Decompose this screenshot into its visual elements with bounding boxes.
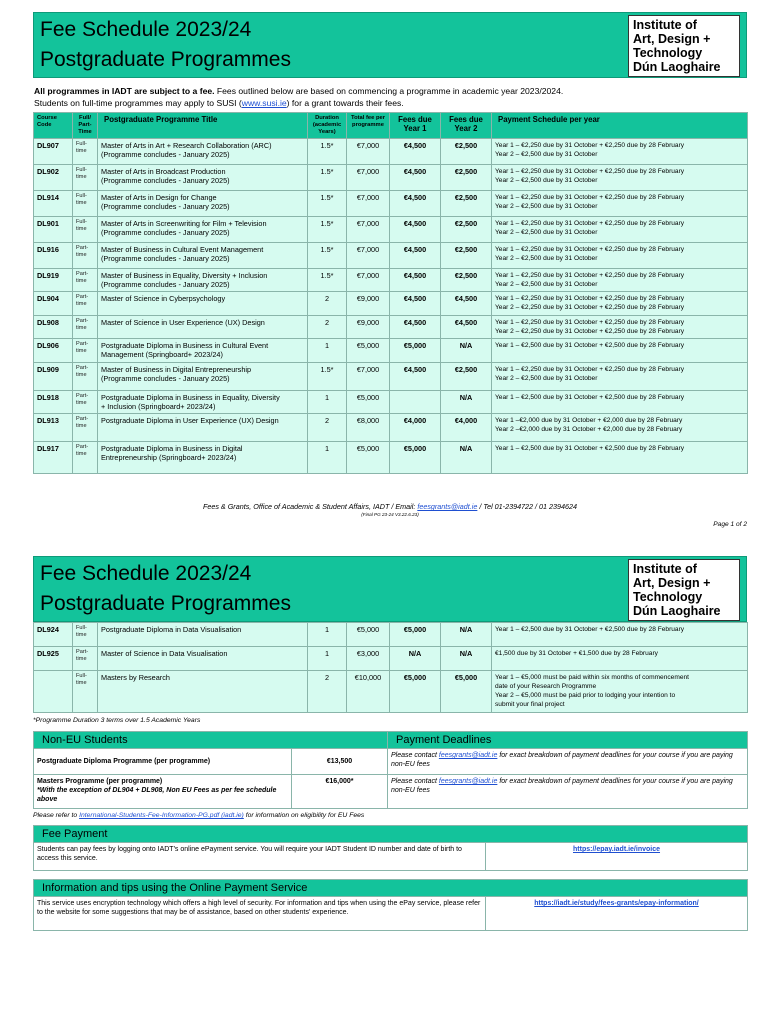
page-subtitle: Postgraduate Programmes (40, 48, 291, 71)
payment-schedule-cell (492, 191, 748, 217)
year1-fee: €4,500 (390, 165, 441, 191)
programme-title: Master of Science in Cyberpsychology (101, 294, 226, 303)
year2-fee: €2,500 (441, 139, 492, 165)
schedule-line: submit your final project (495, 701, 565, 708)
duration: 1.5* (308, 165, 347, 191)
course-code: DL914 (34, 191, 73, 217)
programme-title: Master of Science in User Experience (UX) Design (101, 318, 265, 327)
table-row (34, 391, 748, 414)
year1-fee: €4,500 (390, 363, 441, 391)
table-row (34, 165, 748, 191)
programme-title-cell (98, 269, 308, 292)
programme-title-cell (98, 217, 308, 243)
table-row (34, 243, 748, 269)
masters-cell (34, 775, 292, 809)
schedule-line: Year 2 – €2,500 due by 31 October (495, 375, 598, 382)
info-text: This service uses encryption technology which offers a high level of security. For information and tips when using the ePay service, please refer to the website for some suggestions that may be of assistance, based on other students' experience. (34, 897, 486, 931)
contact-text (388, 749, 748, 775)
footer-phone: / Tel 01-2394722 / 01 2394624 (477, 502, 578, 511)
table-row (34, 217, 748, 243)
total-fee: €3,000 (347, 647, 390, 671)
fee-payment-heading: Fee Payment (34, 826, 748, 843)
programme-title: Master of Science in Data Visualisation (101, 649, 228, 658)
year2-fee: €5,000 (441, 671, 492, 713)
total-fee: €5,000 (347, 391, 390, 414)
fee-payment-text: Students can pay fees by logging onto IADT's online ePayment service. You will require your IADT Student ID number and date of birth to access this service. (34, 843, 486, 871)
epay-info-cell (486, 897, 748, 931)
logo-line: Technology (633, 590, 703, 604)
schedule-line: date of your Research Programme (495, 683, 597, 690)
programme-title-cell (98, 191, 308, 217)
course-code: DL919 (34, 269, 73, 292)
duration: 2 (308, 671, 347, 713)
year1-fee: N/A (390, 647, 441, 671)
page-header (33, 12, 747, 78)
programme-title: Master of Arts in Art + Research Collaboration (ARC) (101, 141, 272, 150)
study-mode: Part-time (73, 243, 98, 269)
page-header (33, 556, 747, 622)
contact-pre: Please contact (391, 752, 439, 759)
masters-label: Masters Programme (per programme) (37, 778, 163, 785)
programme-title: Master of Business in Digital Entrepreneurship (101, 365, 252, 374)
study-mode: Full-time (73, 671, 98, 713)
contact-text (388, 775, 748, 809)
duration: 1 (308, 647, 347, 671)
intro-bold: All programmes in IADT are subject to a fee. (34, 86, 215, 96)
schedule-line: Year 2 – €2,500 due by 31 October (495, 229, 598, 236)
total-fee: €7,000 (347, 191, 390, 217)
year2-fee: €4,000 (441, 414, 492, 442)
programme-title: Master of Business in Cultural Event Management (101, 245, 264, 254)
programme-note: (Programme concludes - January 2025) (101, 228, 230, 237)
programme-title: Postgraduate Diploma in User Experience (UX) Design (101, 416, 279, 425)
year2-fee: €2,500 (441, 191, 492, 217)
duration-note: *Programme Duration 3 terms over 1.5 Academic Years (33, 717, 201, 724)
schedule-line: Year 1 – €2,250 due by 31 October + €2,250 due by 28 February (495, 142, 685, 149)
schedule-line: Year 2 – €2,500 due by 31 October (495, 255, 598, 262)
course-code: DL907 (34, 139, 73, 165)
year2-fee: €4,500 (441, 316, 492, 339)
info-table (33, 879, 748, 931)
programme-title-cell (98, 339, 308, 363)
table-row (34, 671, 748, 713)
programme-title: Postgraduate Diploma in Data Visualisation (101, 625, 242, 634)
programme-note: (Programme concludes - January 2025) (101, 202, 230, 211)
intro-text2: Students on full-time programmes may apply to SUSI ( (34, 98, 242, 108)
total-fee: €10,000 (347, 671, 390, 713)
contact-email-link[interactable]: feesgrants@iadt.ie (438, 752, 498, 759)
schedule-line: Year 1 –€2,000 due by 31 October + €2,000 due by 28 February (495, 417, 683, 424)
page-2 (33, 556, 747, 931)
study-mode: Part-time (73, 647, 98, 671)
programme-note: (Programme concludes - January 2025) (101, 280, 230, 289)
col-mode: Full/ Part-Time (73, 113, 98, 139)
intro-text (34, 85, 747, 109)
programme-title-cell (98, 623, 308, 647)
page-1 (33, 12, 747, 528)
fee-table (33, 112, 748, 474)
schedule-line: Year 1 – €2,500 due by 31 October + €2,500 due by 28 February (495, 445, 685, 452)
programme-note: + Inclusion (Springboard+ 2023/24) (101, 402, 216, 411)
year2-fee: N/A (441, 623, 492, 647)
course-code: DL906 (34, 339, 73, 363)
duration: 1 (308, 391, 347, 414)
eu-note-pre: Please refer to (33, 812, 80, 819)
table-row (34, 316, 748, 339)
total-fee: €7,000 (347, 243, 390, 269)
year1-fee: €4,500 (390, 316, 441, 339)
schedule-line: Year 2 – €2,250 due by 31 October + €2,250 due by 28 February (495, 304, 685, 311)
year2-fee: €2,500 (441, 165, 492, 191)
eu-note (33, 811, 747, 820)
payment-schedule-cell (492, 217, 748, 243)
fee-payment-table (33, 825, 748, 871)
duration: 1.5* (308, 139, 347, 165)
contact-post: for exact breakdown of payment deadlines for your course if you are paying non-EU fees (391, 778, 733, 794)
programme-note: Entrepreneurship (Springboard+ 2023/24) (101, 453, 237, 462)
programme-note: (Programme concludes - January 2025) (101, 150, 230, 159)
year1-fee: €4,500 (390, 292, 441, 316)
duration: 1 (308, 442, 347, 474)
pgdip-fee: €13,500 (292, 749, 388, 775)
schedule-line: Year 2 – €2,500 due by 31 October (495, 203, 598, 210)
payment-schedule-cell (492, 269, 748, 292)
study-mode: Part-time (73, 391, 98, 414)
programme-title-cell (98, 243, 308, 269)
year2-fee: €2,500 (441, 269, 492, 292)
schedule-line: Year 1 – €2,250 due by 31 October + €2,250 due by 28 February (495, 319, 685, 326)
contact-pre: Please contact (391, 778, 439, 785)
logo-line: Institute of (633, 18, 697, 32)
course-code: DL909 (34, 363, 73, 391)
year2-fee: €2,500 (441, 243, 492, 269)
masters-note: *With the exception of DL904 + DL908, Non EU Fees as per fee schedule above (37, 787, 277, 803)
total-fee: €9,000 (347, 292, 390, 316)
programme-title-cell (98, 442, 308, 474)
year1-fee: €5,000 (390, 442, 441, 474)
payment-schedule-cell (492, 243, 748, 269)
intl-fee-info-link[interactable]: International-Students-Fee-Information-PG.pdf (iadt.ie) (79, 812, 244, 819)
year2-fee: N/A (441, 339, 492, 363)
study-mode: Part-time (73, 363, 98, 391)
study-mode: Part-time (73, 442, 98, 474)
year1-fee: €4,000 (390, 414, 441, 442)
epay-cell (486, 843, 748, 871)
schedule-line: Year 1 – €2,250 due by 31 October + €2,250 due by 28 February (495, 220, 685, 227)
fees-email-link[interactable]: feesgrants@iadt.ie (417, 502, 478, 511)
programme-title-cell (98, 391, 308, 414)
programme-note: (Programme concludes - January 2025) (101, 176, 230, 185)
programme-title-cell (98, 292, 308, 316)
study-mode: Full-time (73, 165, 98, 191)
study-mode: Full-time (73, 217, 98, 243)
table-row (34, 339, 748, 363)
year1-fee: €4,500 (390, 139, 441, 165)
payment-schedule-cell (492, 671, 748, 713)
logo-line: Art, Design + (633, 576, 711, 590)
study-mode: Full-time (73, 139, 98, 165)
programme-title-cell (98, 316, 308, 339)
duration: 1.5* (308, 269, 347, 292)
year1-fee: €4,500 (390, 269, 441, 292)
programme-title: Master of Arts in Screenwriting for Film + Television (101, 219, 267, 228)
total-fee: €8,000 (347, 414, 390, 442)
col-title: Postgraduate Programme Title (98, 113, 308, 139)
table-row (34, 442, 748, 474)
total-fee: €7,000 (347, 165, 390, 191)
payment-schedule-cell (492, 623, 748, 647)
schedule-line: Year 2 – €2,500 due by 31 October (495, 151, 598, 158)
eu-note-post: for information on eligibility for EU Fees (243, 812, 365, 819)
programme-title: Masters by Research (101, 673, 170, 682)
table-row (34, 363, 748, 391)
course-code: DL917 (34, 442, 73, 474)
programme-title: Master of Arts in Broadcast Production (101, 167, 226, 176)
programme-title-cell (98, 414, 308, 442)
study-mode: Full-time (73, 191, 98, 217)
schedule-line: Year 1 – €5,000 must be paid within six months of commencement (495, 674, 690, 681)
payment-schedule-cell (492, 316, 748, 339)
duration: 1 (308, 339, 347, 363)
study-mode: Part-time (73, 269, 98, 292)
year1-fee (390, 391, 441, 414)
table-row (34, 191, 748, 217)
programme-title-cell (98, 647, 308, 671)
table-row (34, 292, 748, 316)
page-subtitle: Postgraduate Programmes (40, 592, 291, 615)
col-duration: Duration (academic Years) (308, 113, 347, 139)
payment-schedule-cell (492, 165, 748, 191)
programme-note: (Programme concludes - January 2025) (101, 254, 230, 263)
programme-title: Postgraduate Diploma in Business in Digital (101, 444, 243, 453)
iadt-logo (628, 559, 740, 621)
duration: 1.5* (308, 191, 347, 217)
schedule-line: Year 1 – €2,500 due by 31 October + €2,500 due by 28 February (495, 626, 685, 633)
programme-title-cell (98, 363, 308, 391)
programme-title-cell (98, 671, 308, 713)
fee-table-continued (33, 622, 748, 713)
contact-email-link[interactable]: feesgrants@iadt.ie (438, 778, 498, 785)
year1-fee: €4,500 (390, 191, 441, 217)
programme-title-cell (98, 165, 308, 191)
schedule-line: Year 1 – €2,250 due by 31 October + €2,250 due by 28 February (495, 168, 685, 175)
col-total: Total fee per programme (347, 113, 390, 139)
intro-text1: Fees outlined below are based on commencing a programme in academic year 2023/2024. (214, 86, 564, 96)
year1-fee: €5,000 (390, 339, 441, 363)
info-heading: Information and tips using the Online Payment Service (34, 880, 748, 897)
schedule-line: Year 1 – €2,250 due by 31 October + €2,250 due by 28 February (495, 295, 685, 302)
table-row (34, 775, 748, 809)
total-fee: €7,000 (347, 269, 390, 292)
page-title: Fee Schedule 2023/24 (40, 562, 252, 585)
iadt-logo (628, 15, 740, 77)
table-row (34, 414, 748, 442)
course-code: DL925 (34, 647, 73, 671)
col-year2: Fees due Year 2 (441, 113, 492, 139)
footer (33, 502, 747, 517)
year2-fee: €4,500 (441, 292, 492, 316)
year1-fee: €5,000 (390, 671, 441, 713)
schedule-line: Year 2 – €2,500 due by 31 October (495, 281, 598, 288)
payment-schedule-cell (492, 363, 748, 391)
table-row (34, 647, 748, 671)
schedule-line: Year 1 – €2,500 due by 31 October + €2,500 due by 28 February (495, 342, 685, 349)
programme-note: (Programme concludes - January 2025) (101, 374, 230, 383)
page-title: Fee Schedule 2023/24 (40, 18, 252, 41)
duration: 2 (308, 292, 347, 316)
course-code: DL913 (34, 414, 73, 442)
intro-text3: ) for a grant towards their fees. (286, 98, 404, 108)
year2-fee: €2,500 (441, 217, 492, 243)
logo-line: Dún Laoghaire (633, 60, 721, 74)
total-fee: €9,000 (347, 316, 390, 339)
masters-fee: €16,000* (292, 775, 388, 809)
payment-schedule-cell (492, 139, 748, 165)
payment-deadlines-heading: Payment Deadlines (388, 732, 748, 749)
study-mode: Part-time (73, 292, 98, 316)
table-row (34, 139, 748, 165)
schedule-line: Year 1 – €2,250 due by 31 October + €2,250 due by 28 February (495, 246, 685, 253)
schedule-line: Year 1 – €2,250 due by 31 October + €2,250 due by 28 February (495, 366, 685, 373)
epay-information-link[interactable]: https://iadt.ie/study/fees-grants/epay-information/ (534, 900, 699, 907)
total-fee: €7,000 (347, 363, 390, 391)
table-row (34, 623, 748, 647)
year2-fee: €2,500 (441, 363, 492, 391)
payment-schedule-cell (492, 647, 748, 671)
payment-schedule-cell (492, 292, 748, 316)
col-year1: Fees due Year 1 (390, 113, 441, 139)
study-mode: Part-time (73, 339, 98, 363)
duration: 2 (308, 316, 347, 339)
footer-version: (Final PG 23-24 V3.22.6.23) (361, 512, 419, 517)
logo-line: Art, Design + (633, 32, 711, 46)
logo-line: Technology (633, 46, 703, 60)
programme-note: Management (Springboard+ 2023/24) (101, 350, 223, 359)
table-row (34, 749, 748, 775)
table-header-row (34, 113, 748, 139)
study-mode: Full-time (73, 623, 98, 647)
year1-fee: €4,500 (390, 217, 441, 243)
non-eu-heading: Non-EU Students (34, 732, 388, 749)
col-code: Course Code (34, 113, 73, 139)
footer-text: Fees & Grants, Office of Academic & Student Affairs, IADT / Email: (202, 502, 418, 511)
duration: 1.5* (308, 243, 347, 269)
payment-schedule-cell (492, 391, 748, 414)
programme-title: Postgraduate Diploma in Business in Equality, Diversity (101, 393, 280, 402)
year2-fee: N/A (441, 391, 492, 414)
total-fee: €5,000 (347, 339, 390, 363)
duration: 1.5* (308, 363, 347, 391)
course-code: DL901 (34, 217, 73, 243)
logo-line: Institute of (633, 562, 697, 576)
programme-title: Master of Arts in Design for Change (101, 193, 217, 202)
total-fee: €7,000 (347, 217, 390, 243)
total-fee: €5,000 (347, 623, 390, 647)
susi-link[interactable]: www.susi.ie (241, 98, 287, 108)
pgdip-label: Postgraduate Diploma Programme (per programme) (34, 749, 292, 775)
schedule-line: Year 2 –€2,000 due by 31 October + €2,000 due by 28 February (495, 426, 683, 433)
duration: 1 (308, 623, 347, 647)
non-eu-table (33, 731, 748, 809)
course-code: DL902 (34, 165, 73, 191)
course-code (34, 671, 73, 713)
schedule-line: Year 1 – €2,250 due by 31 October + €2,250 due by 28 February (495, 272, 685, 279)
logo-line: Dún Laoghaire (633, 604, 721, 618)
year2-fee: N/A (441, 647, 492, 671)
study-mode: Part-time (73, 414, 98, 442)
programme-title-cell (98, 139, 308, 165)
schedule-line: Year 1 – €2,500 due by 31 October + €2,500 due by 28 February (495, 394, 685, 401)
col-schedule: Payment Schedule per year (492, 113, 748, 139)
year1-fee: €5,000 (390, 623, 441, 647)
course-code: DL904 (34, 292, 73, 316)
study-mode: Part-time (73, 316, 98, 339)
duration: 1.5* (308, 217, 347, 243)
course-code: DL924 (34, 623, 73, 647)
payment-schedule-cell (492, 339, 748, 363)
course-code: DL908 (34, 316, 73, 339)
payment-schedule-cell (492, 442, 748, 474)
duration: 2 (308, 414, 347, 442)
schedule-line: Year 2 – €2,250 due by 31 October + €2,250 due by 28 February (495, 328, 685, 335)
total-fee: €5,000 (347, 442, 390, 474)
schedule-line: Year 1 – €2,250 due by 31 October + €2,250 due by 28 February (495, 194, 685, 201)
page-number: Page 1 of 2 (713, 521, 747, 528)
year2-fee: N/A (441, 442, 492, 474)
course-code: DL918 (34, 391, 73, 414)
schedule-line: Year 2 – €2,500 due by 31 October (495, 177, 598, 184)
programme-title: Postgraduate Diploma in Business in Cultural Event (101, 341, 269, 350)
epay-invoice-link[interactable]: https://epay.iadt.ie/invoice (573, 846, 661, 853)
total-fee: €7,000 (347, 139, 390, 165)
course-code: DL916 (34, 243, 73, 269)
schedule-line: Year 2 – €5,000 must be paid prior to lodging your intention to (495, 692, 676, 699)
schedule-line: €1,500 due by 31 October + €1,500 due by 28 February (495, 650, 658, 657)
programme-title: Master of Business in Equality, Diversity + Inclusion (101, 271, 268, 280)
table-row (34, 269, 748, 292)
payment-schedule-cell (492, 414, 748, 442)
year1-fee: €4,500 (390, 243, 441, 269)
contact-post: for exact breakdown of payment deadlines for your course if you are paying non-EU fees (391, 752, 733, 768)
